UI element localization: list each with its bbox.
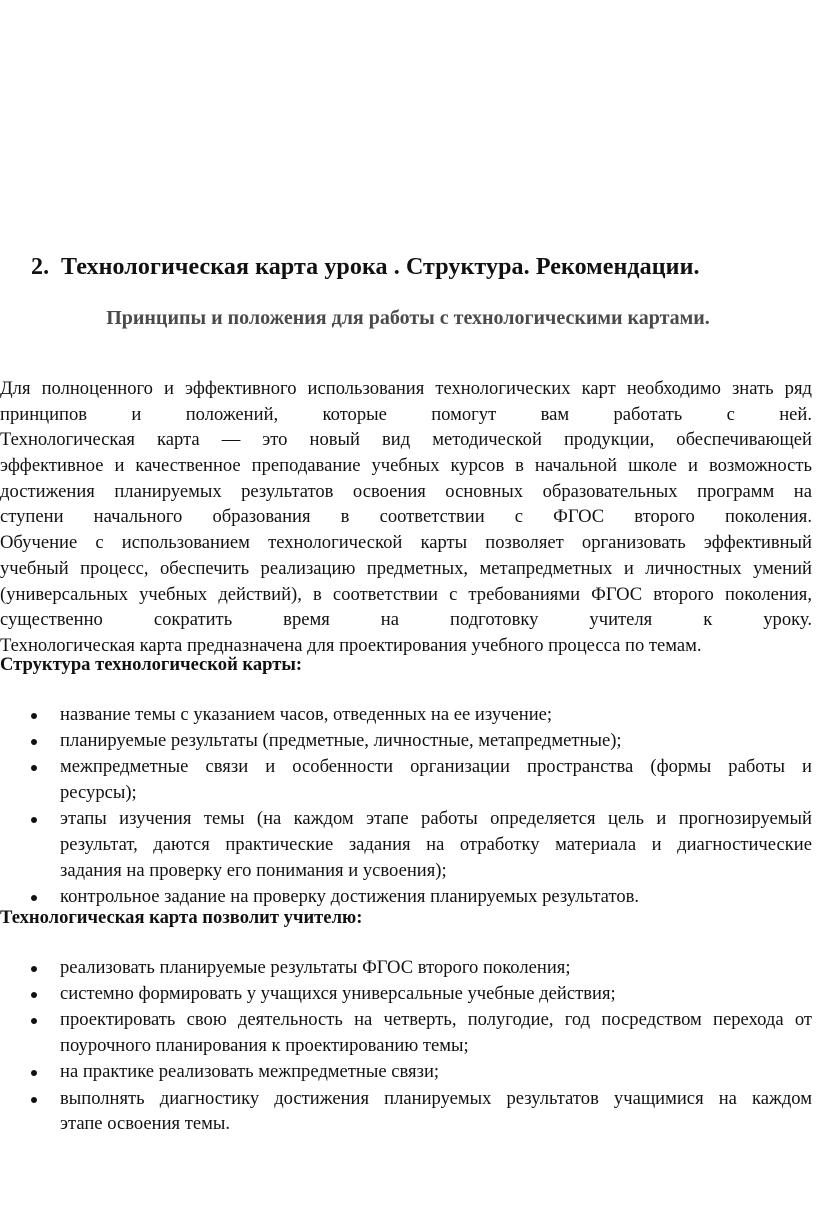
list-item-text: этапы изучения темы (на каждом этапе работы определяется цель и прогнозируемый (60, 808, 812, 830)
bullet-icon (31, 739, 37, 745)
intro-paragraph (0, 376, 812, 659)
bullet-icon (31, 966, 37, 972)
intro-line: Технологическая карта предназначена для проектирования учебного процесса по темам. (0, 634, 702, 656)
list-item-text: системно формировать у учащихся универсальные учебные действия; (60, 983, 616, 1005)
intro-line: достижения планируемых результатов освоения основных образовательных программ на (0, 480, 812, 502)
list-item (0, 1086, 812, 1137)
bullet-icon (31, 1097, 37, 1103)
list-item (0, 981, 812, 1007)
list-item-text: название темы с указанием часов, отведенных на ее изучение; (60, 704, 553, 725)
structure-title: Структура технологической карты: (0, 654, 303, 675)
intro-line: ступени начального образования в соответствии с ФГОС второго поколения. (0, 506, 812, 528)
bullet-icon (31, 992, 37, 998)
structure-list (0, 702, 812, 910)
list-item-text: контрольное задание на проверку достижения планируемых результатов. (60, 885, 640, 907)
list-item-text: межпредметные связи и особенности организации пространства (формы работы и (60, 756, 812, 778)
list-item-text: результат, даются практические задания на отработку материала и диагностические (60, 834, 812, 856)
intro-line: эффективное и качественное преподавание учебных курсов в начальной школе и возможность (0, 455, 812, 477)
list-item-text: реализовать планируемые результаты ФГОС второго поколения; (60, 957, 571, 978)
list-item-text: на практике реализовать межпредметные связи; (60, 1061, 440, 1083)
intro-line: принципов и положений, которые помогут вам работать с ней. (0, 403, 812, 425)
intro-line: существенно сократить время на подготовку учителя к уроку. (0, 609, 812, 631)
list-item-text: проектировать свою деятельность на четверть, полугодие, год посредством перехода от (60, 1009, 812, 1031)
list-item-text: планируемые результаты (предметные, личностные, метапредметные); (60, 730, 622, 752)
bullet-icon (31, 713, 37, 719)
intro-line: учебный процесс, обеспечить реализацию предметных, метапредметных и личностных умений (0, 557, 812, 579)
intro-line: (универсальных учебных действий), в соответствии с требованиями ФГОС второго поколения, (0, 583, 812, 605)
list-item (0, 806, 812, 883)
list-item-text: поурочного планирования к проектированию темы; (60, 1035, 469, 1057)
teacher-title: Технологическая карта позволит учителю: (0, 907, 363, 928)
heading-title: Технологическая карта урока . Структура. Рекомендации. (61, 254, 700, 280)
list-item (0, 955, 812, 981)
bullet-icon (31, 1070, 37, 1076)
list-item (0, 1059, 812, 1085)
list-item-text: ресурсы); (60, 782, 137, 804)
list-item (0, 1007, 812, 1058)
heading-number: 2. (31, 254, 50, 280)
bullet-icon (31, 1018, 37, 1024)
bullet-icon (31, 895, 37, 901)
list-item (0, 728, 812, 754)
bullet-icon (31, 765, 37, 771)
list-item (0, 702, 812, 728)
list-item (0, 884, 812, 910)
bullet-icon (31, 817, 37, 823)
list-item (0, 754, 812, 805)
list-item-text: задания на проверку его понимания и усвоения); (60, 859, 447, 881)
list-item-text: выполнять диагностику достижения планируемых результатов учащимися на каждом (60, 1087, 812, 1109)
intro-line: Обучение с использованием технологической карты позволяет организовать эффективный (0, 532, 812, 554)
intro-line: Технологическая карта — это новый вид методической продукции, обеспечивающей (0, 429, 812, 451)
intro-line: Для полноценного и эффективного использования технологических карт необходимо знать ряд (0, 378, 812, 399)
subheading: Принципы и положения для работы с технологическими картами. (106, 307, 710, 329)
teacher-list (0, 955, 812, 1137)
list-item-text: этапе освоения темы. (60, 1113, 231, 1135)
section-heading (31, 254, 700, 281)
